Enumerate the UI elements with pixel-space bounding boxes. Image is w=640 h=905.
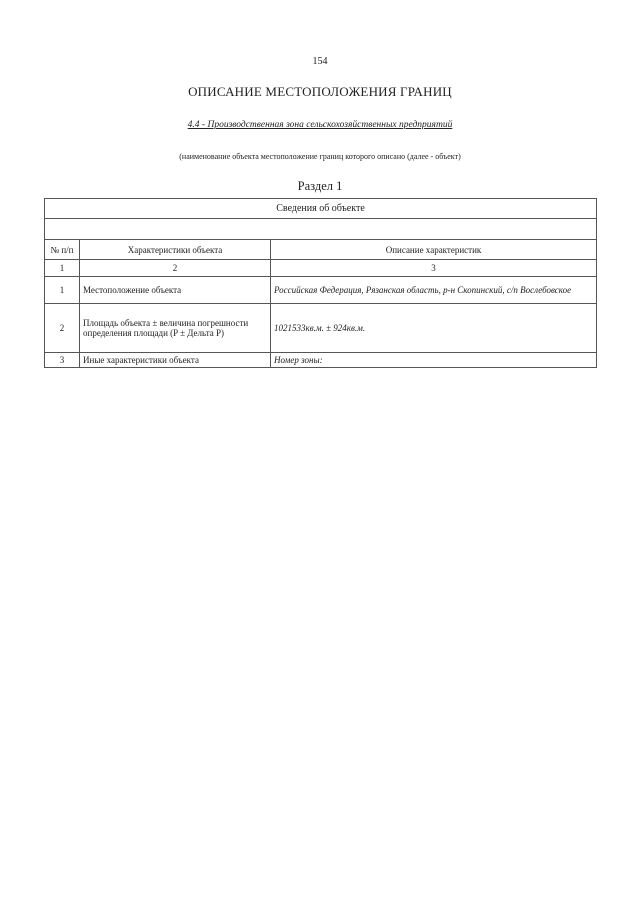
column-number-cell: 1 (45, 260, 80, 277)
column-numbers-row (45, 260, 597, 277)
characteristic-cell: Иные характеристики объекта (80, 353, 271, 368)
characteristic-cell: Площадь объекта ± величина погрешности определения площади (P ± Дельта P) (80, 304, 271, 353)
header-cell-characteristic: Характеристики объекта (80, 240, 271, 260)
row-number-cell: 3 (45, 353, 80, 368)
section-title: Раздел 1 (297, 179, 343, 193)
table-caption-row (45, 199, 597, 219)
table-blank-cell (45, 219, 597, 240)
page-title: ОПИСАНИЕ МЕСТОПОЛОЖЕНИЯ ГРАНИЦ (188, 84, 452, 99)
table-caption: Сведения об объекте (45, 199, 597, 219)
description-cell: Российская Федерация, Рязанская область, р-н Скопинский, с/п Вослебовское (271, 277, 597, 304)
description-cell: Номер зоны: (271, 353, 597, 368)
table-blank-row (45, 219, 597, 240)
table-row (45, 277, 597, 304)
column-number-cell: 3 (271, 260, 597, 277)
page-number: 154 (312, 56, 328, 67)
table-row (45, 353, 597, 368)
header-cell-description: Описание характеристик (271, 240, 597, 260)
characteristic-cell: Местоположение объекта (80, 277, 271, 304)
header-cell-number: № п/п (45, 240, 80, 260)
column-number-cell: 2 (80, 260, 271, 277)
description-cell: 1021533кв.м. ± 924кв.м. (271, 304, 597, 353)
object-name: 4.4 - Производственная зона сельскохозяйственных предприятий (187, 120, 453, 130)
table-row (45, 304, 597, 353)
row-number-cell: 1 (45, 277, 80, 304)
row-number-cell: 2 (45, 304, 80, 353)
object-name-caption: (наименование объекта местоположение границ которого описано (далее - объект) (179, 152, 461, 161)
object-info-table (44, 198, 597, 368)
table-header-row (45, 240, 597, 260)
